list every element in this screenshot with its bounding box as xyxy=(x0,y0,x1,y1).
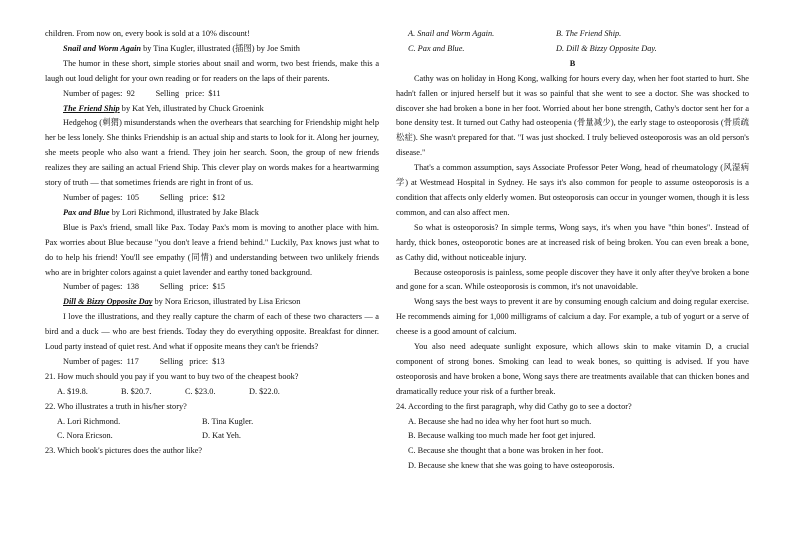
book-stats: Number of pages: 105 Selling price: $12 xyxy=(63,192,225,202)
passage-paragraph-1: Cathy was on holiday in Hong Kong, walking for hours every day, when her foot started to hurt. She hadn't fallen or injured herself but it was so painful that she went to see a doctor. She was shocked to discover she had broken a bone in her foot. Worried about her bone strength, Cathy's doctor sent her for a bone density test. It turned out Cathy had osteopenia (骨量减少), the early stage to osteoporosis (骨质疏松症). She wasn't prepared for that. "I was just shocked. I truly believed osteoporosis was an old person's disease." xyxy=(396,73,749,158)
question-24: 24. According to the first paragraph, why did Cathy go to see a doctor? xyxy=(396,401,632,411)
option-d[interactable]: D. $22.0. xyxy=(249,386,280,396)
book-stats: Number of pages: 92 Selling price: $11 xyxy=(63,88,221,98)
book-description: Hedgehog (刺猬) misunderstands when the overhears that searching for Friendship might help her be less lonely. She thinks Friendship is an actual ship and starts to look for it. Along her journey, she meets people who also want a friend. They join her search. Soon, the group of new friends realizes they are sailing an actual Friend Ship. This clever play on words makes for a heartwarming story of truth — that sometimes friends are right in front of us. xyxy=(45,118,379,188)
question-23: 23. Which book's pictures does the author like? xyxy=(45,446,203,456)
passage-paragraph-4: Because osteoporosis is painless, some people discover they have it only after they've broken a bone and gone for a scan. While osteoporosis is common, it's not unavoidable. xyxy=(396,267,749,292)
book-byline: by Tina Kugler, illustrated (插图) by Joe Smith xyxy=(141,43,300,53)
question-22: 22. Who illustrates a truth in his/her story? xyxy=(45,401,187,411)
option-b[interactable]: B. $20.7. xyxy=(121,386,152,396)
book-entry-1 xyxy=(45,42,379,57)
option-a[interactable]: A. $19.8. xyxy=(57,386,88,396)
right-column xyxy=(396,27,749,474)
book-entry-3 xyxy=(45,206,379,221)
book-description: I love the illustrations, and they really capture the charm of each of these two characters — a bird and a duck — who are best friends. Today they do everything opposite. Breakfast for dinner. Loud party instead of quiet rest. And what if opposite means they can't be friends? xyxy=(45,312,379,352)
book-title: The Friend Ship xyxy=(63,103,120,113)
option-d[interactable]: D. Kat Yeh. xyxy=(202,431,241,441)
intro-line: children. From now on, every book is sold at a 10% discount! xyxy=(45,29,250,38)
book-byline: by Kat Yeh, illustrated by Chuck Groenink xyxy=(119,103,264,113)
question-23-options-row2 xyxy=(396,42,749,57)
option-c[interactable]: C. Pax and Blue. xyxy=(408,43,465,53)
option-b[interactable]: B. Tina Kugler. xyxy=(202,416,254,426)
option-d[interactable]: D. Dill & Bizzy Opposite Day. xyxy=(556,43,657,53)
question-22-options-row2 xyxy=(45,429,379,444)
book-description: Blue is Pax's friend, small like Pax. Today Pax's mom is moving to another place with him. Pax worries about Blue because "you don't leave a friend behind." Luckily, Pax knows just what to do to help his friend! You'll see empathy (同情) and understanding between two unlikely friends who are in brighter colors against a quiet lavender and earthy toned background. xyxy=(45,222,379,277)
option-a[interactable]: A. Because she had no idea why her foot hurt so much. xyxy=(408,416,592,426)
passage-paragraph-6: You also need adequate sunlight exposure, which allows skin to make vitamin D, a crucial component of strong bones. Smoking can lead to weak bones, so quitting is advised. If you have osteoporosis and have broken a bone, Wong says there are treatments available that can thicken bones and dramatically reduce your risk of a further break. xyxy=(396,342,749,396)
question-23-options-row1 xyxy=(396,27,749,42)
book-description: The humor in these short, simple stories about snail and worm, two best friends, make this a laugh out loud delight for your own reading or for readers on the laps of their parents. xyxy=(45,58,379,83)
book-entry-2 xyxy=(45,102,379,117)
book-stats: Number of pages: 138 Selling price: $15 xyxy=(63,282,225,292)
option-c[interactable]: C. Because she thought that a bone was broken in her foot. xyxy=(408,446,604,456)
book-entry-4 xyxy=(45,295,379,310)
left-column xyxy=(45,27,379,459)
question-22-options-row1 xyxy=(45,415,379,430)
option-b[interactable]: B. Because walking too much made her foot get injured. xyxy=(408,431,596,441)
book-stats: Number of pages: 117 Selling price: $13 xyxy=(63,356,225,366)
option-a[interactable]: A. Lori Richmond. xyxy=(57,416,121,426)
book-title: Snail and Worm Again xyxy=(63,43,142,53)
question-21-options xyxy=(45,385,379,400)
option-c[interactable]: C. Nora Ericson. xyxy=(57,431,113,441)
book-title: Pax and Blue xyxy=(63,207,110,217)
question-21: 21. How much should you pay if you want to buy two of the cheapest book? xyxy=(45,371,299,381)
book-byline: by Lori Richmond, illustrated by Jake Black xyxy=(109,207,259,217)
book-byline: by Nora Ericson, illustrated by Lisa Ericson xyxy=(152,297,301,307)
passage-paragraph-3: So what is osteoporosis? In simple terms, Wong says, it's when you have "thin bones". Instead of hardy, thick bones, osteoporotic bones are at increased risk of being broken. You can even break a bone, as Cathy did, without noticeable injury. xyxy=(396,222,749,262)
passage-paragraph-2: That's a common assumption, says Associate Professor Peter Wong, head of rheumatology (风湿病学) at Westmead Hospital in Sydney. He says it's also common for people to assume osteoporosis is a condition that affects only elderly women. But osteoporosis can occur in younger women, though it is less common, and can also affect men. xyxy=(396,163,749,217)
option-d[interactable]: D. Because she knew that she was going to have osteoporosis. xyxy=(408,461,615,471)
option-c[interactable]: C. $23.0. xyxy=(185,386,216,396)
book-title: Dill & Bizzy Opposite Day xyxy=(63,297,153,307)
passage-paragraph-5: Wong says the best ways to prevent it are by consuming enough calcium and doing regular exercise. He recommends aiming for 1,000 milligrams of calcium a day. For example, a tub of yogurt or a serve of cheese is a good amount of calcium. xyxy=(396,297,749,337)
option-b[interactable]: B. The Friend Ship. xyxy=(556,29,622,38)
section-heading: B xyxy=(569,58,576,68)
option-a[interactable]: A. Snail and Worm Again. xyxy=(408,29,495,38)
